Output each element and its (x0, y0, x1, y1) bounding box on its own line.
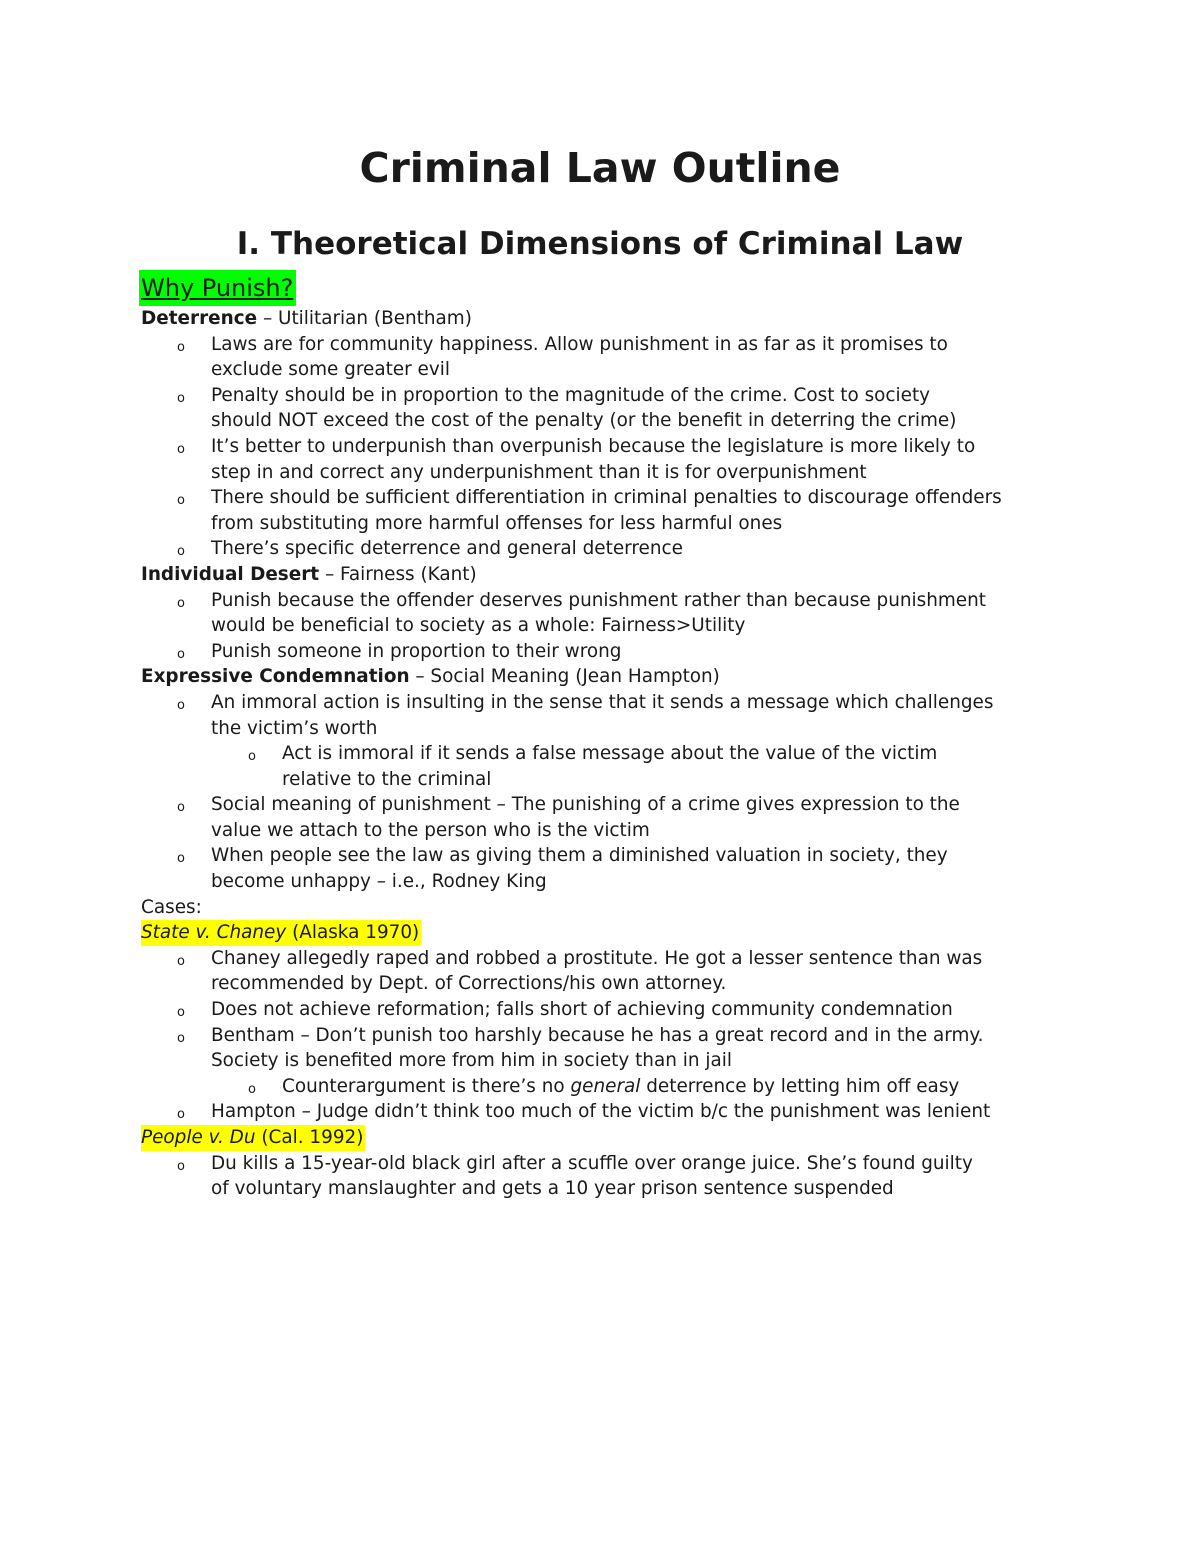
bullet-icon: o (248, 749, 256, 765)
list-item: o It’s better to underpunish than overpunish because the legislature is more likely to step in and correct any underpunishment than it is for overpunishment (177, 435, 976, 483)
sub-list-item: o Counterargument is there’s no general deterrence by letting him off easy (141, 1074, 1081, 1100)
bullet-icon: o (177, 493, 185, 509)
list-item: o An immoral action is insulting in the sense that it sends a message which challenges the victim’s worth (177, 691, 994, 739)
bullet-icon: o (177, 697, 185, 713)
bullet-icon: o (177, 595, 185, 611)
bullet-icon: o (177, 1030, 185, 1046)
bullet-icon: o (177, 1107, 185, 1123)
list-item: o Punish because the offender deserves punishment rather than because punishment would be beneficial to society as a whole: Fairness>Utility (177, 589, 986, 637)
list-item: o Laws are for community happiness. Allow punishment in as far as it promises to exclude some greater evil (177, 333, 948, 381)
bullet-icon: o (177, 646, 185, 662)
deterrence-heading: Deterrence – Utilitarian (Bentham) (141, 308, 472, 329)
list-item: o There should be sufficient differentiation in criminal penalties to discourage offenders from substituting more harmful offenses for less harmful ones (177, 487, 1002, 534)
why-punish-heading: Why Punish? (139, 270, 296, 306)
document-body (141, 270, 1081, 1202)
section-title: I. Theoretical Dimensions of Criminal Law (236, 226, 964, 262)
bullet-icon: o (177, 953, 185, 969)
list-item: o When people see the law as giving them a diminished valuation in society, they become unhappy – i.e., Rodney King (177, 845, 948, 893)
bullet-icon: o (177, 390, 185, 406)
list-item: o Does not achieve reformation; falls short of achieving community condemnation (141, 997, 1081, 1023)
case-heading-chaney: State v. Chaney (Alaska 1970) (141, 920, 421, 946)
bullet-icon: o (177, 1005, 185, 1021)
bullet-icon: o (177, 441, 185, 457)
list-item: o Chaney allegedly raped and robbed a prostitute. He got a lesser sentence than was recommended by Dept. of Corrections/his own attorney. (177, 947, 983, 995)
list-item: o Bentham – Don’t punish too harshly because he has a great record and in the army. Society is benefited more from him in society than in jail (177, 1024, 984, 1072)
bullet-icon: o (177, 544, 185, 560)
bullet-icon: o (177, 1158, 185, 1174)
sub-list-item: o Act is immoral if it sends a false message about the value of the victim relative to the criminal (248, 743, 938, 790)
case-heading-du: People v. Du (Cal. 1992) (141, 1125, 365, 1151)
bullet-icon: o (177, 851, 185, 867)
bullet-icon: o (248, 1081, 256, 1097)
list-item: o Du kills a 15-year-old black girl after a scuffle over orange juice. She’s found guilty of voluntary manslaughter and gets a 10 year prison sentence suspended (177, 1152, 973, 1200)
document-title: Criminal Law Outline (359, 144, 841, 192)
expressive-heading: Expressive Condemnation – Social Meaning (Jean Hampton) (141, 666, 720, 688)
list-item: o Punish someone in proportion to their wrong (141, 639, 1081, 665)
list-item: o There’s specific deterrence and general deterrence (141, 536, 1081, 562)
list-item: o Penalty should be in proportion to the magnitude of the crime. Cost to society should NOT exceed the cost of the penalty (or the benefit in deterring the crime) (177, 384, 957, 432)
list-item: o Hampton – Judge didn’t think too much of the victim b/c the punishment was lenient (141, 1099, 1081, 1125)
desert-heading: Individual Desert – Fairness (Kant) (141, 563, 477, 585)
bullet-icon: o (177, 339, 185, 355)
cases-label: Cases: (141, 896, 202, 918)
list-item: o Social meaning of punishment – The punishing of a crime gives expression to the value we attach to the person who is the victim (177, 794, 960, 841)
bullet-icon: o (177, 800, 185, 816)
